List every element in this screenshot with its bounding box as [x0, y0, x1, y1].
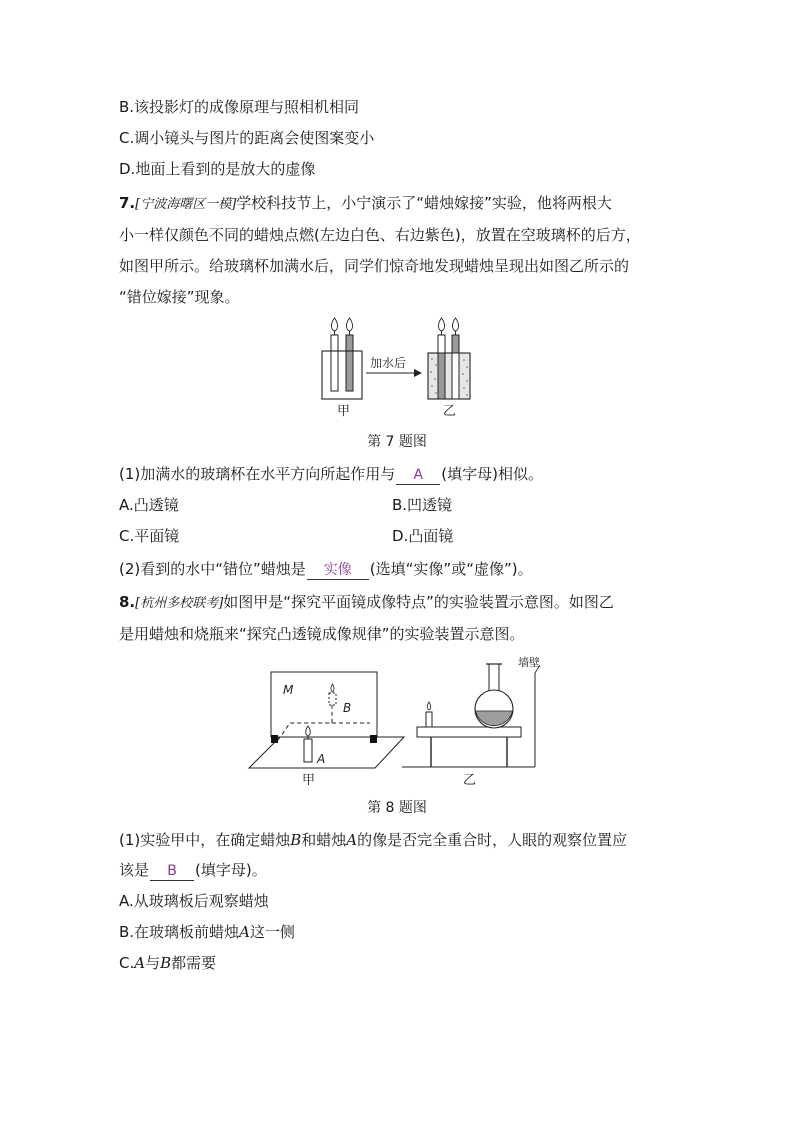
q8-source: [杭州多校联考] [135, 596, 224, 611]
q8-var-b: B [290, 831, 302, 849]
q7-arrow [366, 355, 422, 377]
q7-stem-line3: 如图甲所示。给玻璃杯加满水后，同学们惊奇地发现蜡烛呈现出如图乙所示的 [119, 257, 630, 275]
q8-stem-line1 [119, 592, 614, 614]
q8-stem-line2: 是用蜡烛和烧瓶来“探究凸透镜成像规律”的实验装置示意图。 [119, 625, 525, 643]
q8-option-b [119, 922, 295, 942]
q8-option-b-prefix: B.在玻璃板前蜡烛 [119, 923, 240, 941]
q7-figure [310, 315, 490, 425]
q7-stem-line4: “错位嫁接”现象。 [119, 288, 240, 306]
q8-figure-yi [402, 655, 540, 788]
q8-label-a: A [317, 752, 326, 766]
q6-option-c: C.调小镜头与图片的距离会使图案变小 [119, 129, 375, 147]
q8-figure-jia [249, 672, 404, 788]
q7-glass-after [428, 318, 470, 399]
q8-option-c-prefix: C. [119, 954, 135, 972]
q7-number: 7. [119, 194, 136, 212]
q8-sub1-line2 [119, 860, 267, 881]
q8-label-yi: 乙 [463, 773, 477, 788]
q7-sub2-prefix: (2)看到的水中“错位”蜡烛是 [119, 560, 306, 578]
q8-sub1-answer-blank[interactable]: B [150, 862, 194, 881]
q6-option-d: D.地面上看到的是放大的虚像 [119, 160, 316, 178]
q7-sub1-prefix: (1)加满水的玻璃杯在水平方向所起作用与 [119, 465, 396, 483]
q7-glass-before [322, 318, 362, 399]
q7-option-b: B.凹透镜 [392, 496, 453, 514]
q7-option-c: C.平面镜 [119, 527, 180, 545]
q8-option-c-var1: A [134, 954, 146, 972]
q7-arrow-label: 加水后 [370, 356, 407, 370]
q7-sub2 [119, 559, 533, 580]
q7-stem-line2: 小一样仅颜色不同的蜡烛点燃(左边白色、右边紫色)，放置在空玻璃杯的后方， [119, 226, 641, 244]
q8-stem-text1: 如图甲是“探究平面镜成像特点”的实验装置示意图。如图乙 [223, 593, 614, 611]
q8-option-b-suffix: 这一侧 [249, 923, 295, 941]
q8-figure [245, 650, 555, 790]
q8-option-a: A.从玻璃板后观察蜡烛 [119, 892, 269, 910]
q8-sub1-text-c: 的像是否完全重合时，人眼的观察位置应 [357, 831, 628, 849]
q8-label-wall: 墙壁 [518, 656, 540, 669]
q8-figure-caption: 第 8 题图 [367, 800, 427, 816]
q7-label-yi: 乙 [443, 404, 457, 419]
q7-figure-caption: 第 7 题图 [367, 434, 427, 450]
q8-var-a: A [346, 831, 358, 849]
q8-sub1-text-b: 和蜡烛 [301, 831, 347, 849]
q7-option-a: A.凸透镜 [119, 496, 179, 514]
q8-option-c-suffix: 都需要 [171, 954, 217, 972]
q7-sub1-suffix: (填字母)相似。 [441, 465, 543, 483]
q8-sub1-suffix: (填字母)。 [195, 861, 267, 879]
q7-stem-line1 [119, 193, 612, 215]
q8-option-c-mid: 与 [145, 954, 161, 972]
q7-sub1 [119, 464, 543, 485]
q7-option-d: D.凸面镜 [392, 527, 454, 545]
q8-label-b: B [343, 701, 352, 715]
q7-source: [宁波海曙区一模] [135, 197, 237, 212]
q7-stem-text1: 学校科技节上，小宁演示了“蜡烛嫁接”实验，他将两根大 [236, 194, 612, 212]
q6-option-b: B.该投影灯的成像原理与照相机相同 [119, 98, 360, 116]
q7-label-jia: 甲 [337, 404, 351, 419]
q7-sub1-answer-blank[interactable]: A [396, 466, 440, 485]
q8-sub1-text-a: (1)实验甲中，在确定蜡烛 [119, 831, 291, 849]
q8-sub1-prefix: 该是 [119, 861, 150, 879]
q7-sub2-suffix: (选填“实像”或“虚像”)。 [369, 560, 533, 578]
q8-number: 8. [119, 593, 136, 611]
q7-sub2-answer-blank[interactable]: 实像 [307, 561, 369, 580]
q8-option-c [119, 953, 216, 973]
q8-label-jia: 甲 [302, 773, 316, 788]
q8-option-b-var: A [239, 923, 250, 941]
q8-sub1-line1 [119, 830, 627, 850]
q8-option-c-var2: B [160, 954, 172, 972]
q8-label-m: M [283, 683, 294, 697]
